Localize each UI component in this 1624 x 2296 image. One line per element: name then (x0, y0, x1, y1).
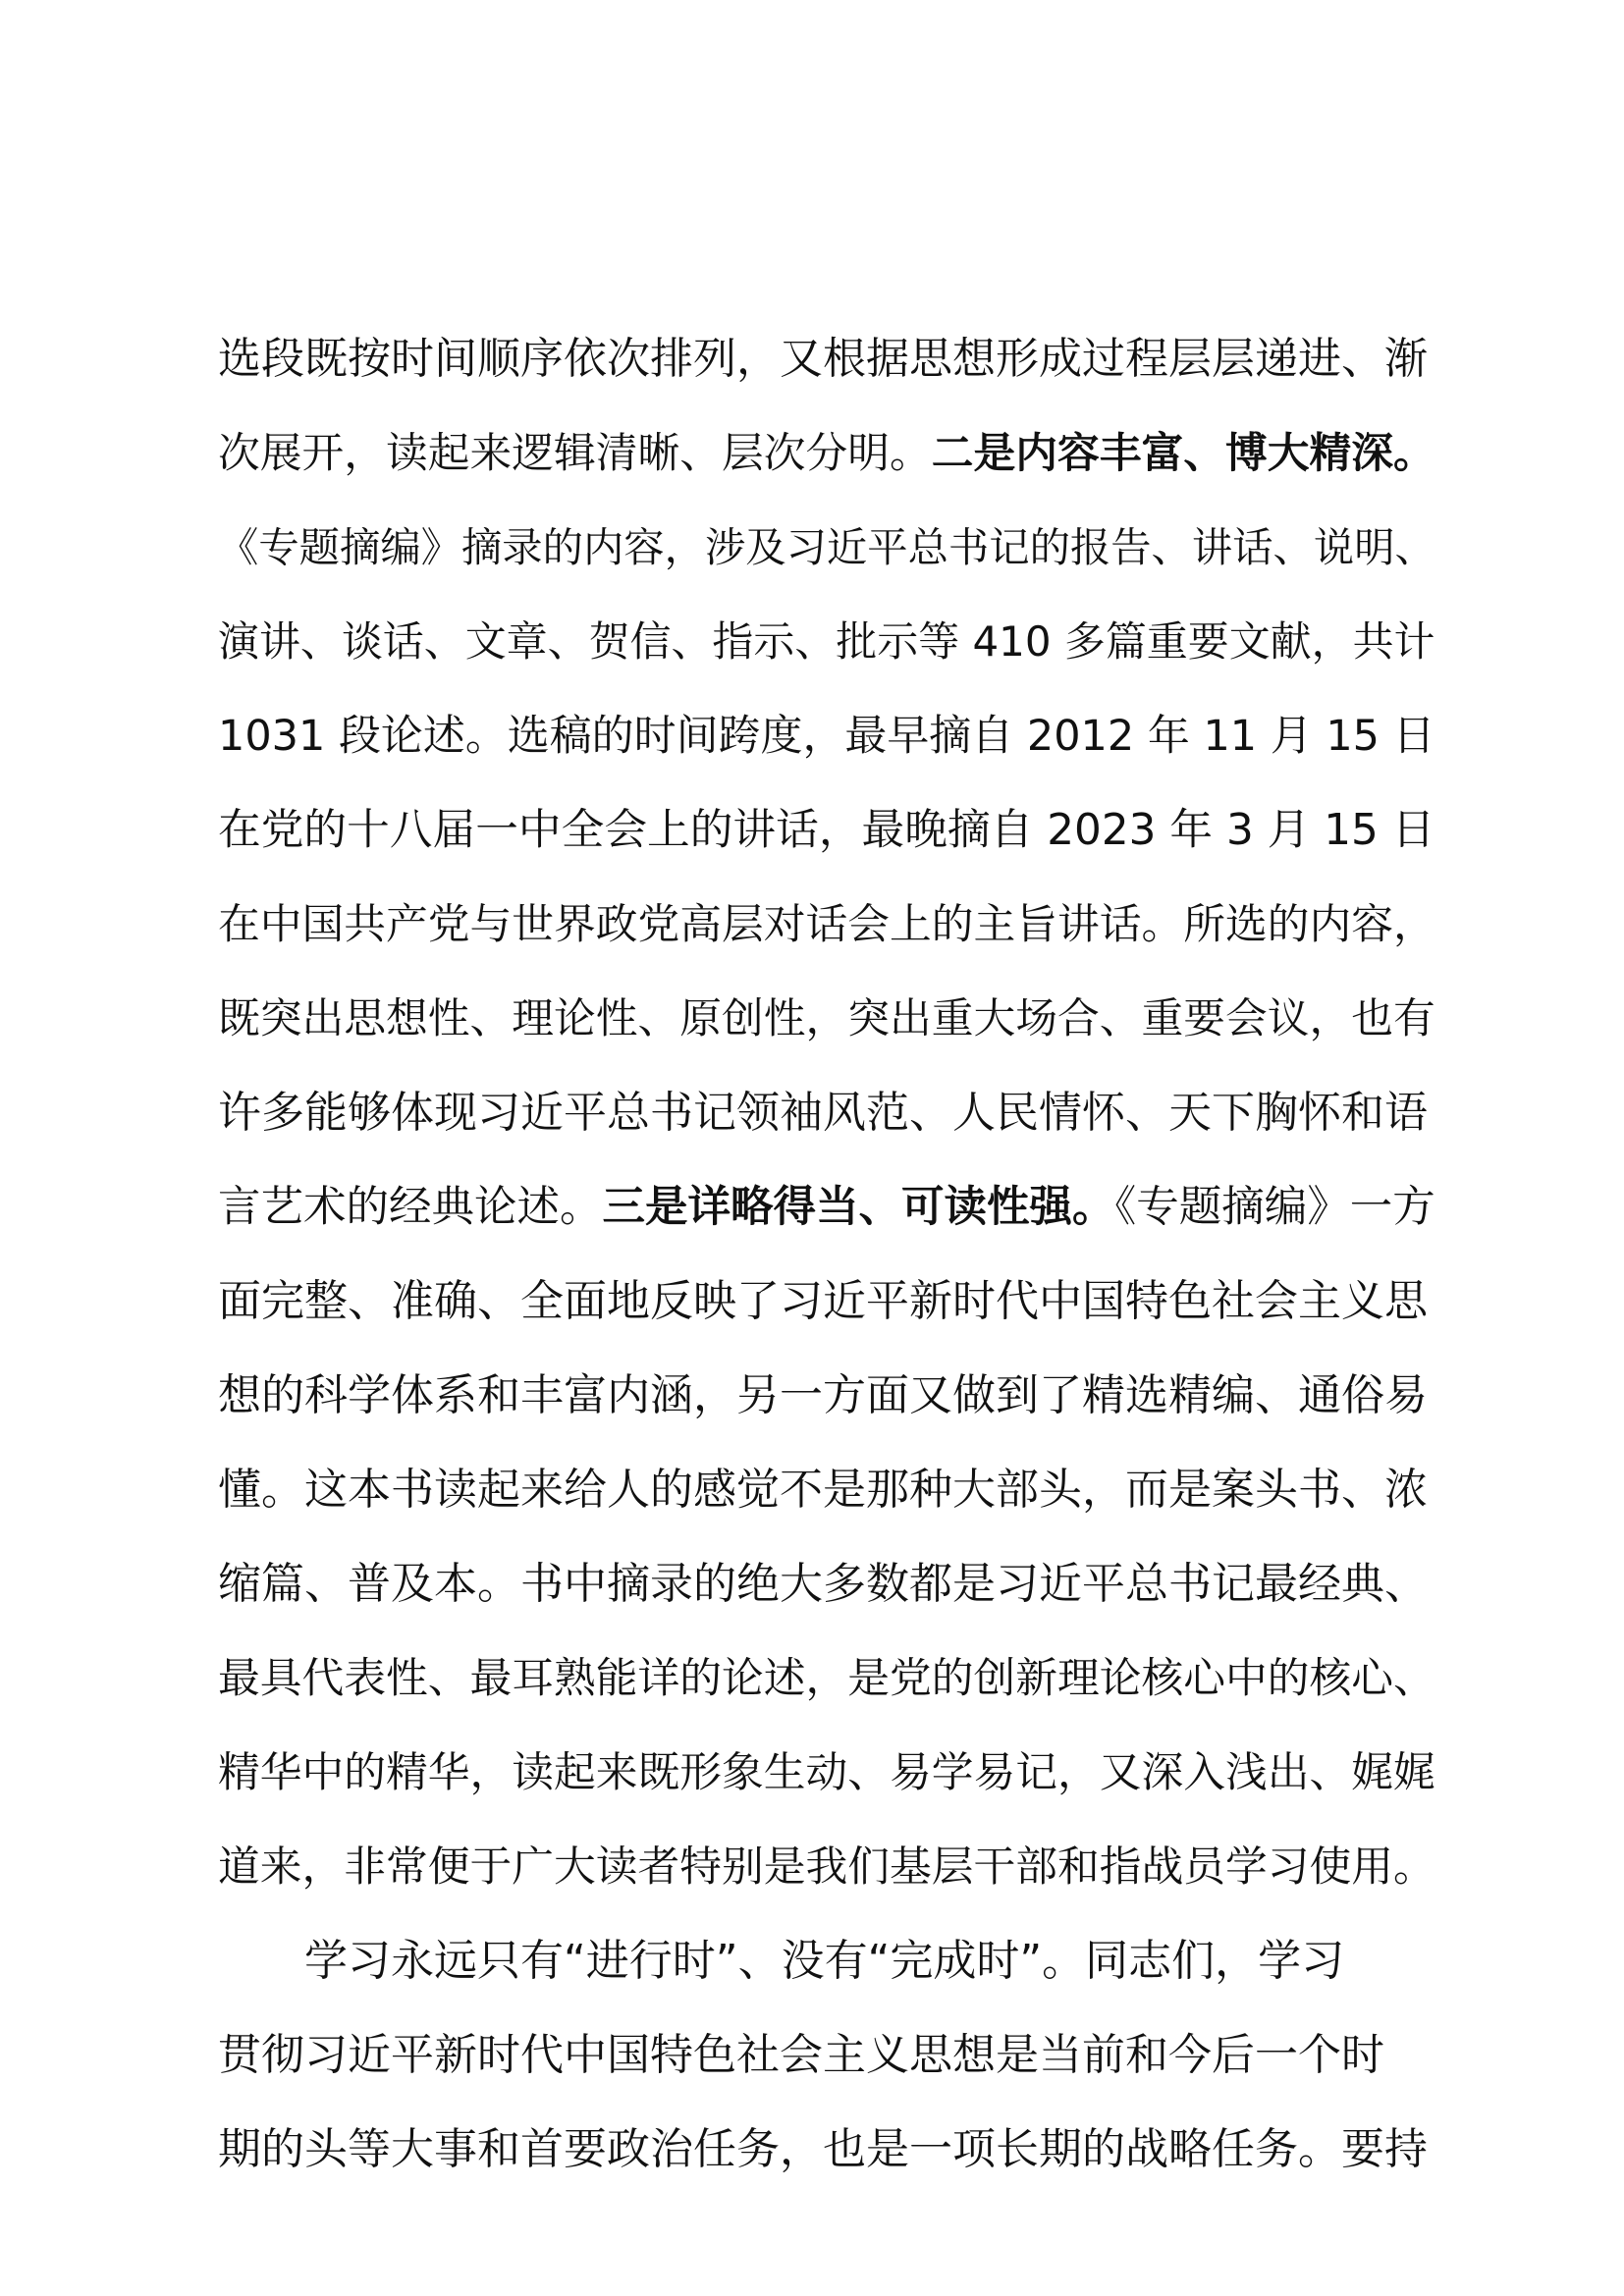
text-line (218, 2008, 1435, 2103)
text-segment: 道来，非常便于广大读者特别是我们基层干部和指战员学习使用。 (218, 1842, 1435, 1892)
text-line (218, 1820, 1435, 1914)
text-segment: 贯彻习近平新时代中国特色社会主义思想是当前和今后一个时 (218, 2030, 1384, 2080)
text-segment: 在中国共产党与世界政党高层对话会上的主旨讲话。所选的内容， (218, 900, 1435, 949)
text-line (218, 2103, 1435, 2197)
text-line (218, 1914, 1435, 2008)
text-segment: 想的科学体系和丰富内涵，另一方面又做到了精选精编、通俗易 (218, 1370, 1428, 1420)
text-segment: 许多能够体现习近平总书记领袖风范、人民情怀、天下胸怀和语 (218, 1088, 1428, 1138)
text-line (218, 1255, 1435, 1349)
text-segment: 期的头等大事和首要政治任务，也是一项长期的战略任务。要持 (218, 2124, 1428, 2174)
text-segment: 1031 段论述。选稿的时间跨度，最早摘自 2012 年 11 月 15 日 (218, 712, 1435, 761)
text-segment: 《专题摘编》摘录的内容，涉及习近平总书记的报告、讲话、说明、 (218, 524, 1435, 571)
text-line (218, 878, 1435, 972)
text-line (218, 1066, 1435, 1160)
body-text (218, 312, 1435, 2197)
text-line (218, 501, 1435, 595)
text-line (218, 689, 1435, 783)
text-segment: 在党的十八届一中全会上的讲话，最晚摘自 2023 年 3 月 15 日 (218, 805, 1435, 855)
text-segment: 次展开，读起来逻辑清晰、层次分明。 (218, 429, 932, 478)
text-line (218, 406, 1435, 501)
text-line (218, 1537, 1435, 1631)
text-segment: 学习永远只有“进行时”、没有“完成时”。同志们，学习 (304, 1936, 1345, 1986)
text-line (218, 595, 1435, 689)
text-line (218, 1160, 1435, 1255)
text-segment: 言艺术的经典论述。 (218, 1183, 603, 1232)
text-line (218, 312, 1435, 406)
text-line (218, 1443, 1435, 1537)
text-segment: 既突出思想性、理论性、原创性，突出重大场合、重要会议，也有 (218, 994, 1435, 1043)
text-segment: 精华中的精华，读起来既形象生动、易学易记，又深入浅出、娓娓 (218, 1748, 1435, 1797)
text-segment: 面完整、准确、全面地反映了习近平新时代中国特色社会主义思 (218, 1276, 1428, 1326)
text-segment: 演讲、谈话、文章、贺信、指示、批示等 410 多篇重要文献，共计 (218, 617, 1435, 666)
text-line (218, 972, 1435, 1066)
text-segment: 懂。这本书读起来给人的感觉不是那种大部头，而是案头书、浓 (218, 1465, 1428, 1515)
text-segment: 《专题摘编》一方 (1114, 1183, 1435, 1232)
text-segment: 选段既按时间顺序依次排列，又根据思想形成过程层层递进、渐 (218, 334, 1428, 384)
text-line (218, 1349, 1435, 1443)
text-segment: 最具代表性、最耳熟能详的论述，是党的创新理论核心中的核心、 (218, 1654, 1435, 1703)
bold-text-segment: 三是详略得当、可读性强。 (602, 1183, 1115, 1232)
text-segment: 缩篇、普及本。书中摘录的绝大多数都是习近平总书记最经典、 (218, 1559, 1428, 1609)
text-line (218, 1726, 1435, 1820)
text-line (218, 783, 1435, 878)
bold-text-segment: 二是内容丰富、博大精深。 (931, 429, 1435, 478)
text-line (218, 1631, 1435, 1726)
